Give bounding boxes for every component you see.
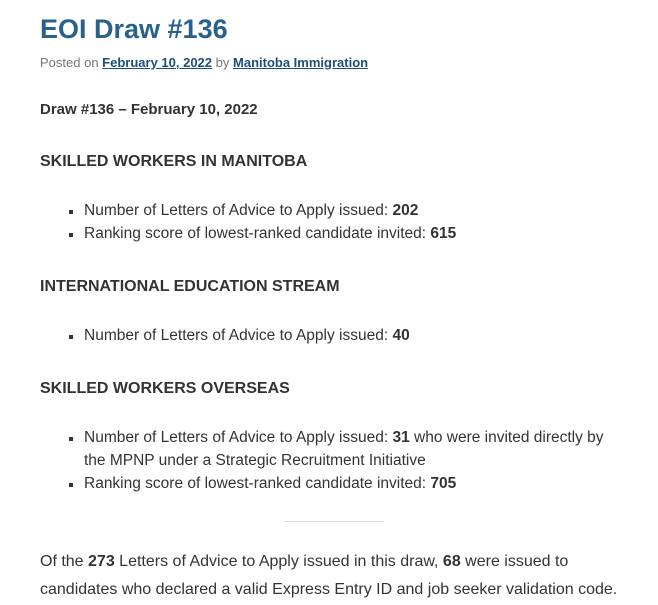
list-item xyxy=(83,324,628,347)
page-title: EOI Draw #136 xyxy=(40,14,228,44)
list-item xyxy=(83,222,628,245)
bullet-list xyxy=(40,426,628,495)
draw-heading: Draw #136 – February 10, 2022 xyxy=(40,100,258,118)
item-value: 40 xyxy=(392,326,410,344)
item-text: Ranking score of lowest-ranked candidate invited: xyxy=(84,224,431,242)
by-label: by xyxy=(215,54,230,70)
section-heading-skilled-workers-overseas: SKILLED WORKERS OVERSEAS xyxy=(40,379,290,397)
item-text-after: who were invited directly by the MPNP under a Strategic Recruitment Initiative xyxy=(84,428,604,469)
posted-on-label: Posted on xyxy=(40,54,99,70)
section-heading-international-education-stream: INTERNATIONAL EDUCATION STREAM xyxy=(40,277,340,295)
list-item xyxy=(83,199,628,222)
summary-total-value: 273 xyxy=(88,552,115,570)
list-item xyxy=(83,472,628,495)
item-text: Number of Letters of Advice to Apply issued: xyxy=(84,201,393,219)
section-heading-skilled-workers-in-manitoba: SKILLED WORKERS IN MANITOBA xyxy=(40,152,308,170)
summary-paragraph xyxy=(40,548,628,604)
post-author-link[interactable]: Manitoba Immigration xyxy=(233,54,369,70)
item-value: 202 xyxy=(392,201,419,219)
post-date-link[interactable]: February 10, 2022 xyxy=(102,54,213,70)
summary-text: Of the xyxy=(40,552,89,570)
item-text: Number of Letters of Advice to Apply issued: xyxy=(84,428,393,446)
summary-express-entry-value: 68 xyxy=(442,552,461,570)
item-value: 31 xyxy=(392,428,410,446)
item-value: 615 xyxy=(430,224,457,242)
summary-text: Letters of Advice to Apply issued in this draw, xyxy=(114,552,443,570)
item-text: Number of Letters of Advice to Apply issued: xyxy=(84,326,393,344)
item-value: 705 xyxy=(430,474,457,492)
section-divider xyxy=(284,521,384,522)
summary-text: were issued to candidates who declared a valid Express Entry ID and job seeker validation code. xyxy=(40,552,618,598)
item-text: Ranking score of lowest-ranked candidate invited: xyxy=(84,474,431,492)
post-meta xyxy=(40,55,628,71)
list-item xyxy=(83,426,628,472)
bullet-list xyxy=(40,199,628,245)
bullet-list xyxy=(40,324,628,347)
